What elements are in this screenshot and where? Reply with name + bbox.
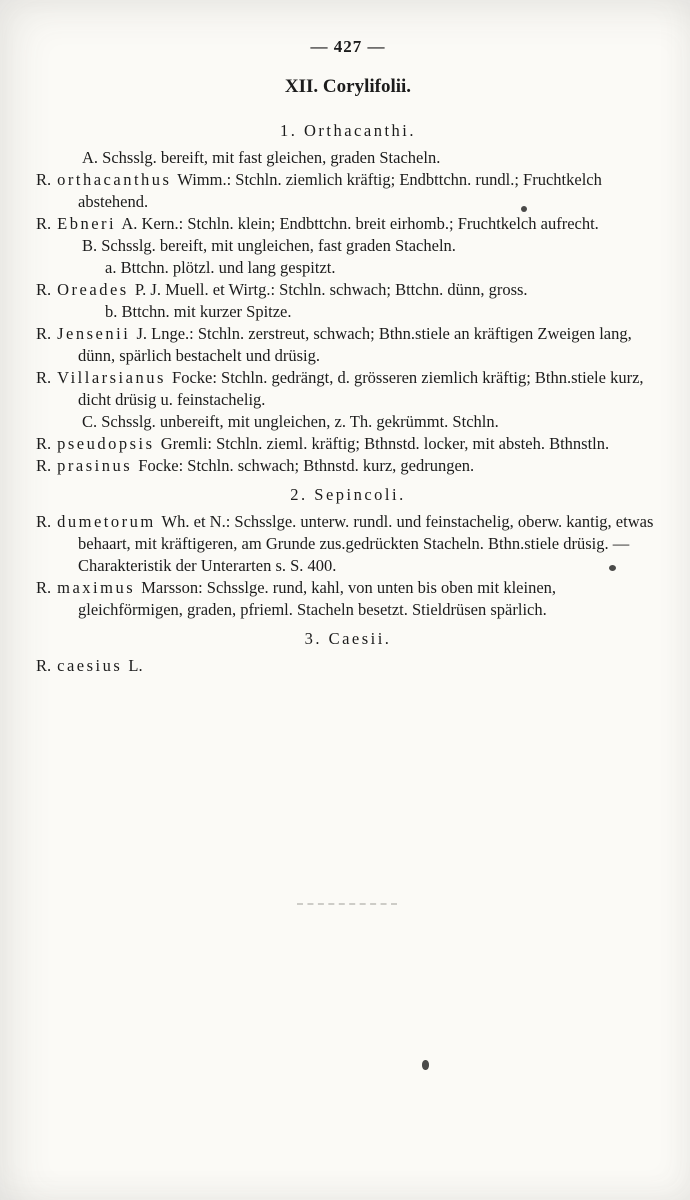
species-name: Ebneri (57, 214, 117, 233)
page-content (36, 120, 660, 677)
genus-abbrev: R. (36, 578, 52, 597)
species-name: caesius (57, 656, 123, 675)
species-name: pseudopsis (57, 434, 155, 453)
species-name: maximus (57, 578, 136, 597)
genus-abbrev: R. (36, 214, 52, 233)
section-heading: 3. Caesii. (304, 629, 392, 648)
species-name: orthacanthus (57, 170, 172, 189)
key-note: C. Schsslg. unbereift, mit ungleichen, z. Th. gekrümmt. Stchln. (82, 412, 499, 431)
genus-abbrev: R. (36, 512, 52, 531)
species-name: Oreades (57, 280, 129, 299)
scan-artifact-line (297, 903, 397, 905)
species-entry: R. Oreades P. J. Muell. et Wirtg.: Stchln. schwach; Bttchn. dünn, gross. (36, 280, 528, 299)
key-note: A. Schsslg. bereift, mit fast gleichen, graden Stacheln. (82, 148, 441, 167)
species-entry: R. maximus Marsson: Schsslge. rund, kahl, von unten bis oben mit kleinen, gleichförmigen, graden, pfrieml. Stacheln besetzt. Stieldrüsen spärlich. (36, 578, 557, 619)
species-name: dumetorum (57, 512, 156, 531)
page-title: XII. Corylifolii. (284, 76, 412, 97)
genus-abbrev: R. (36, 170, 52, 189)
genus-abbrev: R. (36, 324, 52, 343)
page-number: — 427 — (310, 37, 386, 56)
key-note: b. Bttchn. mit kurzer Spitze. (105, 302, 292, 321)
genus-abbrev: R. (36, 656, 52, 675)
species-name: Jensenii (57, 324, 131, 343)
section-heading: 2. Sepincoli. (290, 485, 406, 504)
genus-abbrev: R. (36, 280, 52, 299)
genus-abbrev: R. (36, 368, 52, 387)
species-entry: R. caesius L. (36, 656, 143, 675)
genus-abbrev: R. (36, 434, 52, 453)
species-entry: R. orthacanthus Wimm.: Stchln. ziemlich kräftig; Endbttchn. rundl.; Fruchtkelch abstehend. (36, 170, 602, 211)
species-entry: R. Ebneri A. Kern.: Stchln. klein; Endbttchn. breit eirhomb.; Fruchtkelch aufrecht. (36, 214, 599, 233)
species-entry: R. Jensenii J. Lnge.: Stchln. zerstreut, schwach; Bthn.stiele an kräftigen Zweigen lang, dünn, spärlich bestachelt und drüsig. (36, 324, 632, 365)
species-entry: R. pseudopsis Gremli: Stchln. zieml. kräftig; Bthnstd. locker, mit absteh. Bthnstln. (36, 434, 610, 453)
species-entry: R. Villarsianus Focke: Stchln. gedrängt, d. grösseren ziemlich kräftig; Bthn.stiele kurz, dicht drüsig u. feinstachelig. (36, 368, 644, 409)
genus-abbrev: R. (36, 456, 52, 475)
species-entry: R. dumetorum Wh. et N.: Schsslge. unterw. rundl. und feinstachelig, oberw. kantig, etwas behaart, mit kräftigeren, am Grunde zus.gedrückten Stacheln. Bthn.stiele drüsig. — Charakteristik der Unterarten s. S. 400. (36, 512, 654, 575)
species-name: prasinus (57, 456, 133, 475)
ink-speck (521, 206, 527, 212)
species-entry: R. prasinus Focke: Stchln. schwach; Bthnstd. kurz, gedrungen. (36, 456, 475, 475)
species-name: Villarsianus (57, 368, 166, 387)
ink-speck (609, 565, 616, 571)
key-note: a. Bttchn. plötzl. und lang gespitzt. (105, 258, 336, 277)
key-note: B. Schsslg. bereift, mit ungleichen, fast graden Stacheln. (82, 236, 456, 255)
section-heading: 1. Orthacanthi. (279, 121, 416, 140)
ink-speck (422, 1060, 429, 1070)
